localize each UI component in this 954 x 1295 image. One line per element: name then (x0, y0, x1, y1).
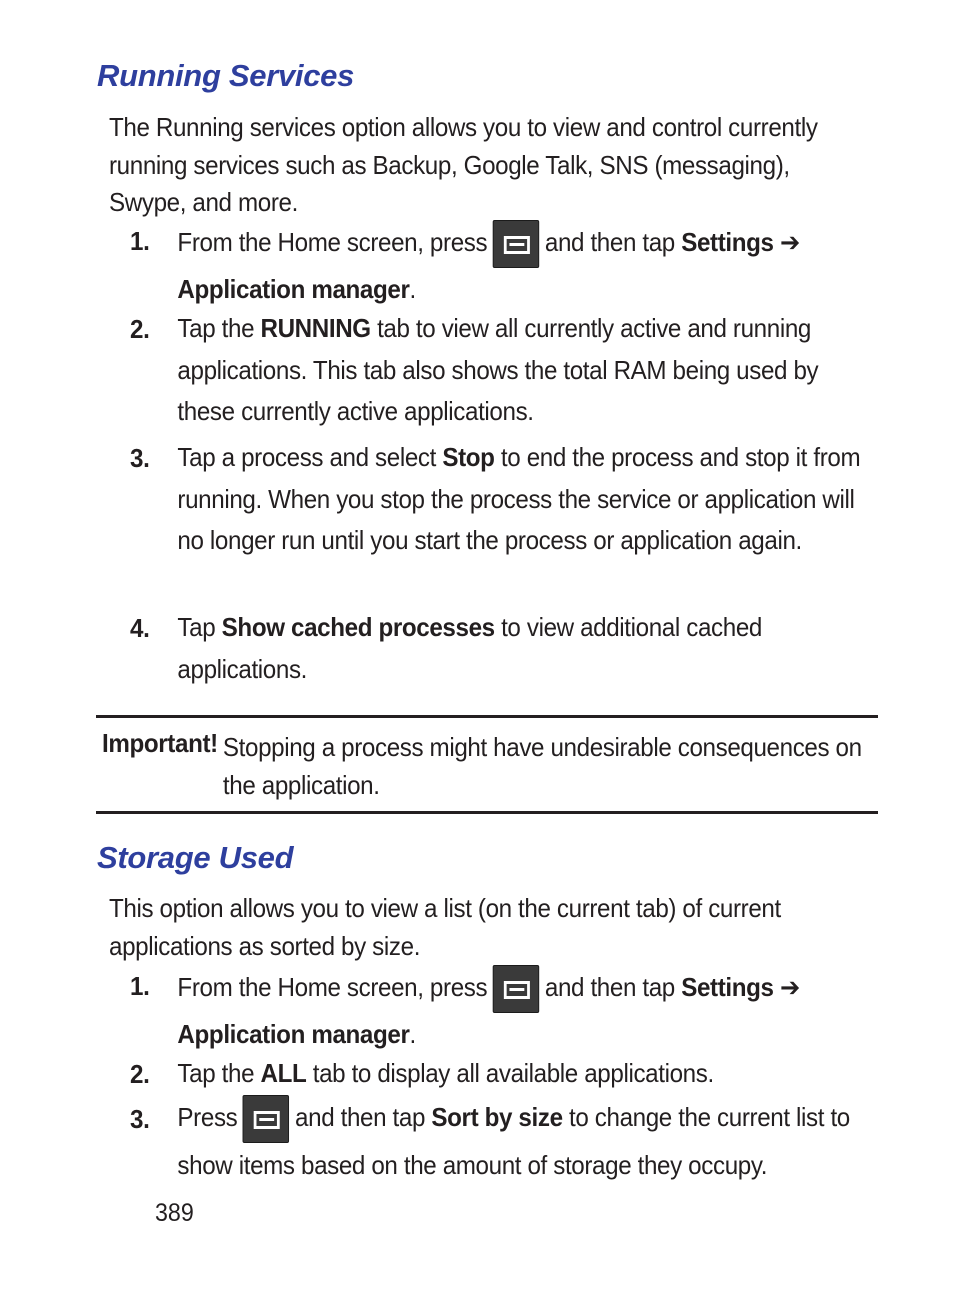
step-text-part: . (409, 1019, 416, 1049)
step-text-part: and then tap (544, 971, 675, 1002)
step-text (177, 308, 865, 433)
section-intro-storage-used: This option allows you to view a list (on the current tab) of current applications as sorted by size. (109, 893, 781, 961)
step-text (177, 965, 865, 1055)
step-text-part: Tap a process and select (177, 442, 436, 472)
running-tab-label: RUNNING (260, 313, 371, 343)
note-bottom-rule (96, 811, 878, 814)
step-text-part: . (409, 274, 416, 304)
menu-key-icon (243, 1095, 290, 1143)
step-text-part: and then tap (295, 1102, 426, 1132)
step-number: 2. (130, 1059, 150, 1089)
stop-label: Stop (442, 442, 495, 472)
show-cached-processes-label: Show cached processes (221, 612, 495, 642)
section-intro-running-services: The Running services option allows you to view and control currently running services such as Backup, Google Talk, SNS (messaging), Swype, and more. (109, 112, 818, 217)
page-number: 389 (155, 1199, 194, 1227)
note-top-rule (96, 715, 878, 718)
step-text-part: Tap the (177, 1058, 255, 1088)
menu-key-icon (493, 220, 540, 268)
step-text-part: Press (177, 1102, 238, 1132)
step-text (177, 220, 865, 310)
step-text-part: Tap the (177, 313, 255, 343)
step-number: 3. (130, 1104, 150, 1134)
section-heading-running-services: Running Services (97, 58, 355, 93)
step-number: 1. (130, 971, 150, 1001)
important-text: Stopping a process might have undesirable consequences on the application. (222, 732, 862, 800)
step-text-part: to change the current list to show items based on the amount of storage they occupy. (177, 1102, 850, 1181)
step-text (177, 437, 865, 562)
application-manager-label: Application manager (177, 274, 410, 304)
application-manager-label: Application manager (177, 1019, 410, 1049)
step-text-part: to view additional cached applications. (177, 612, 762, 684)
step-text-part: and then tap (544, 226, 675, 257)
step-text (177, 1053, 865, 1095)
step-number: 4. (130, 613, 150, 643)
step-text-part: From the Home screen, press (177, 971, 488, 1002)
step-text-part: Tap (177, 612, 216, 642)
important-label: Important! (102, 728, 218, 758)
step-text-part: to end the process and stop it from running. When you stop the process the service or application will no longer run until you start the process or application again. (177, 442, 861, 555)
step-text-part: tab to display all available applications. (312, 1058, 714, 1088)
step-text-part: tab to view all currently active and running applications. This tab also shows the total RAM being used by these currently active applications. (177, 313, 819, 426)
step-text-part: From the Home screen, press (177, 226, 488, 257)
menu-key-icon (493, 965, 540, 1013)
settings-path-label: Settings ➔ (681, 971, 800, 1002)
section-heading-storage-used: Storage Used (97, 840, 294, 875)
step-number: 1. (130, 226, 150, 256)
settings-path-label: Settings ➔ (681, 226, 800, 257)
step-number: 3. (130, 443, 150, 473)
sort-by-size-label: Sort by size (431, 1102, 563, 1132)
step-text (177, 607, 865, 690)
step-number: 2. (130, 314, 150, 344)
all-tab-label: ALL (260, 1058, 307, 1088)
step-text (177, 1095, 865, 1187)
